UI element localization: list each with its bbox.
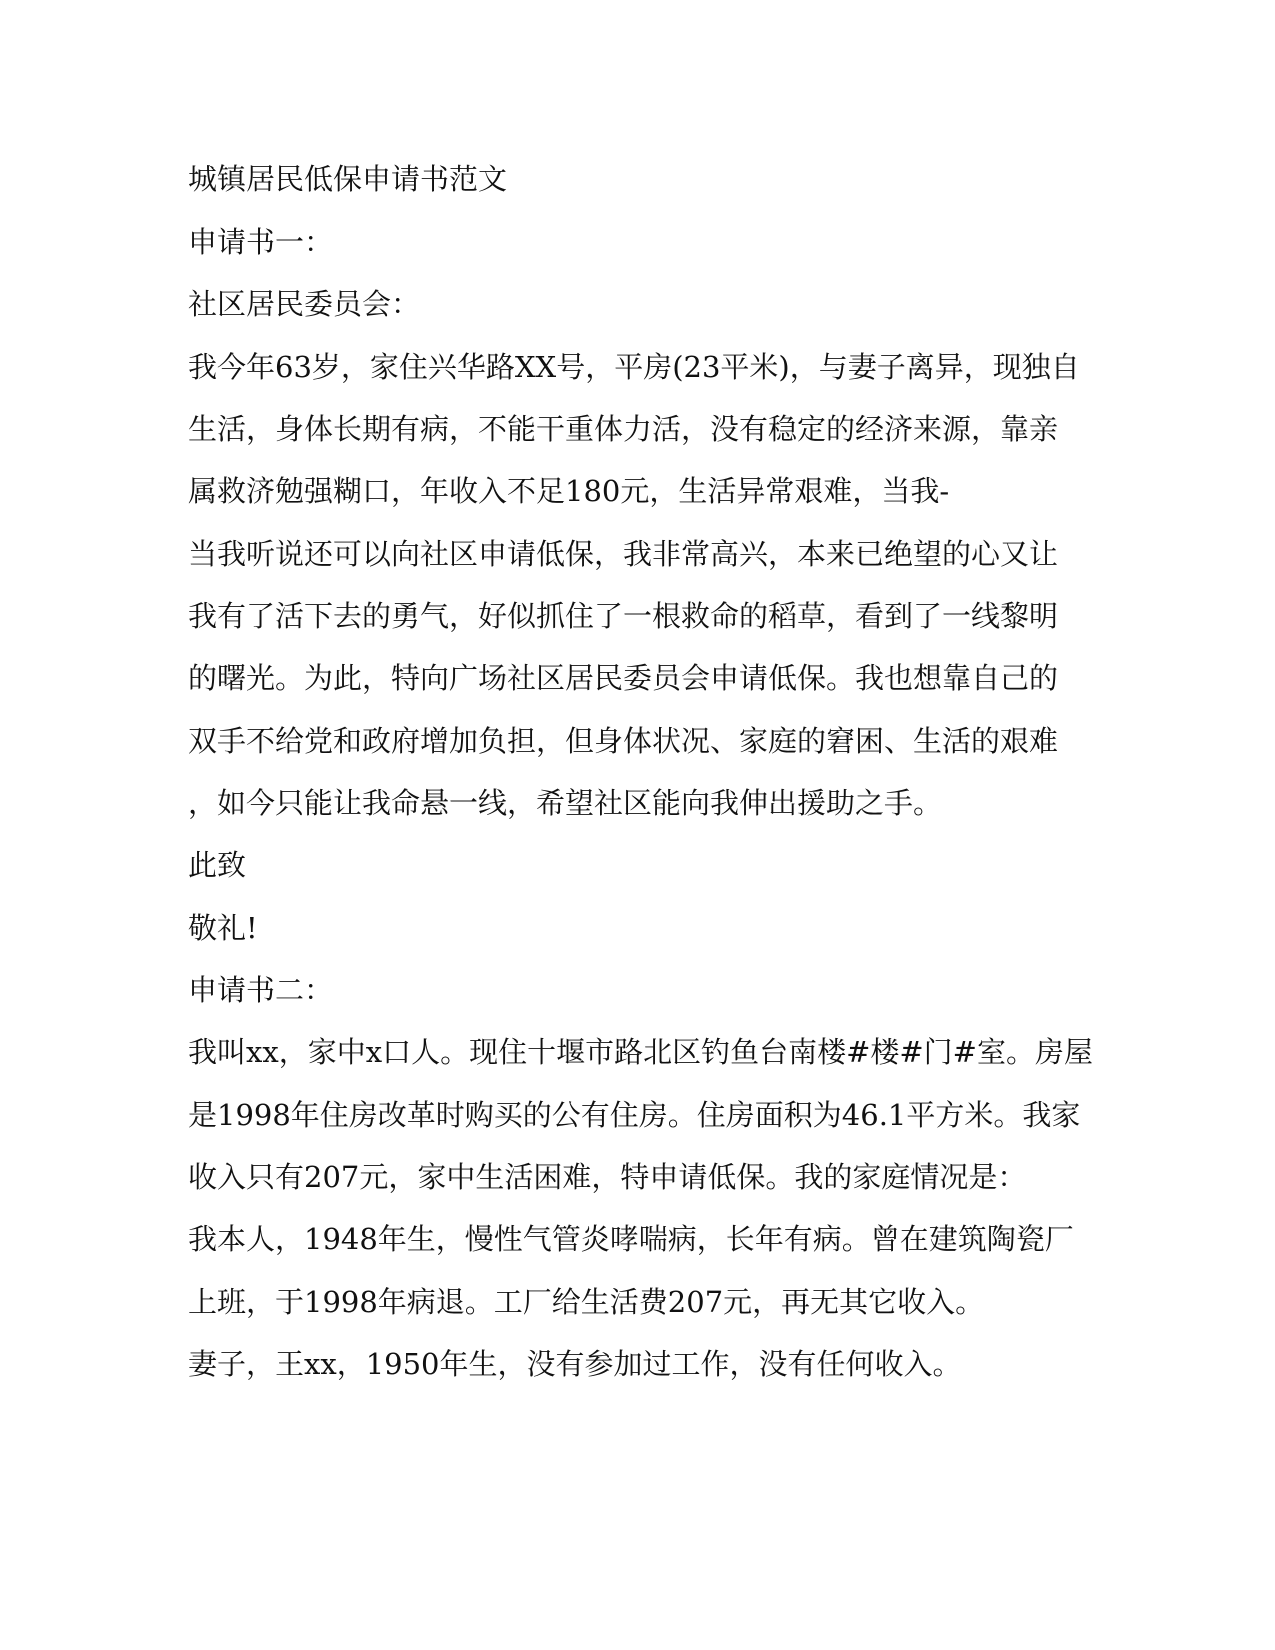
closing-salute: 敬礼! <box>188 911 258 945</box>
body-line: 收入只有207元，家中生活困难，特申请低保。我的家庭情况是： <box>188 1160 1027 1194</box>
section-heading-letter-one: 申请书一： <box>188 225 334 259</box>
body-line: 的曙光。为此，特向广场社区居民委员会申请低保。我也想靠自己的 <box>188 661 1059 695</box>
salutation: 社区居民委员会： <box>188 287 421 321</box>
body-line: 上班，于1998年病退。工厂给生活费207元，再无其它收入。 <box>188 1285 985 1319</box>
closing-line: 此致 <box>188 848 247 882</box>
body-line: 我有了活下去的勇气，好似抓住了一根救命的稻草，看到了一线黎明 <box>188 599 1059 633</box>
document-title: 城镇居民低保申请书范文 <box>188 162 508 196</box>
body-line: 属救济勉强糊口，年收入不足180元，生活异常艰难，当我- <box>188 474 950 508</box>
body-line: 当我听说还可以向社区申请低保，我非常高兴，本来已绝望的心又让 <box>188 537 1059 571</box>
body-line: 我叫xx，家中x口人。现住十堰市路北区钓鱼台南楼#楼#门#室。房屋 <box>188 1035 1093 1069</box>
body-line: ，如今只能让我命悬一线，希望社区能向我伸出援助之手。 <box>188 786 943 820</box>
body-line: 双手不给党和政府增加负担，但身体状况、家庭的窘困、生活的艰难 <box>188 724 1059 758</box>
body-line: 妻子，王xx，1950年生，没有参加过工作，没有任何收入。 <box>188 1347 962 1381</box>
body-line: 是1998年住房改革时购买的公有住房。住房面积为46.1平方米。我家 <box>188 1098 1081 1132</box>
body-line: 我今年63岁，家住兴华路XX号，平房(23平米)，与妻子离异，现独自 <box>188 350 1080 384</box>
section-heading-letter-two: 申请书二： <box>188 973 334 1007</box>
body-line: 我本人，1948年生，慢性气管炎哮喘病，长年有病。曾在建筑陶瓷厂 <box>188 1222 1074 1256</box>
body-line: 生活，身体长期有病，不能干重体力活，没有稳定的经济来源，靠亲 <box>188 412 1059 446</box>
